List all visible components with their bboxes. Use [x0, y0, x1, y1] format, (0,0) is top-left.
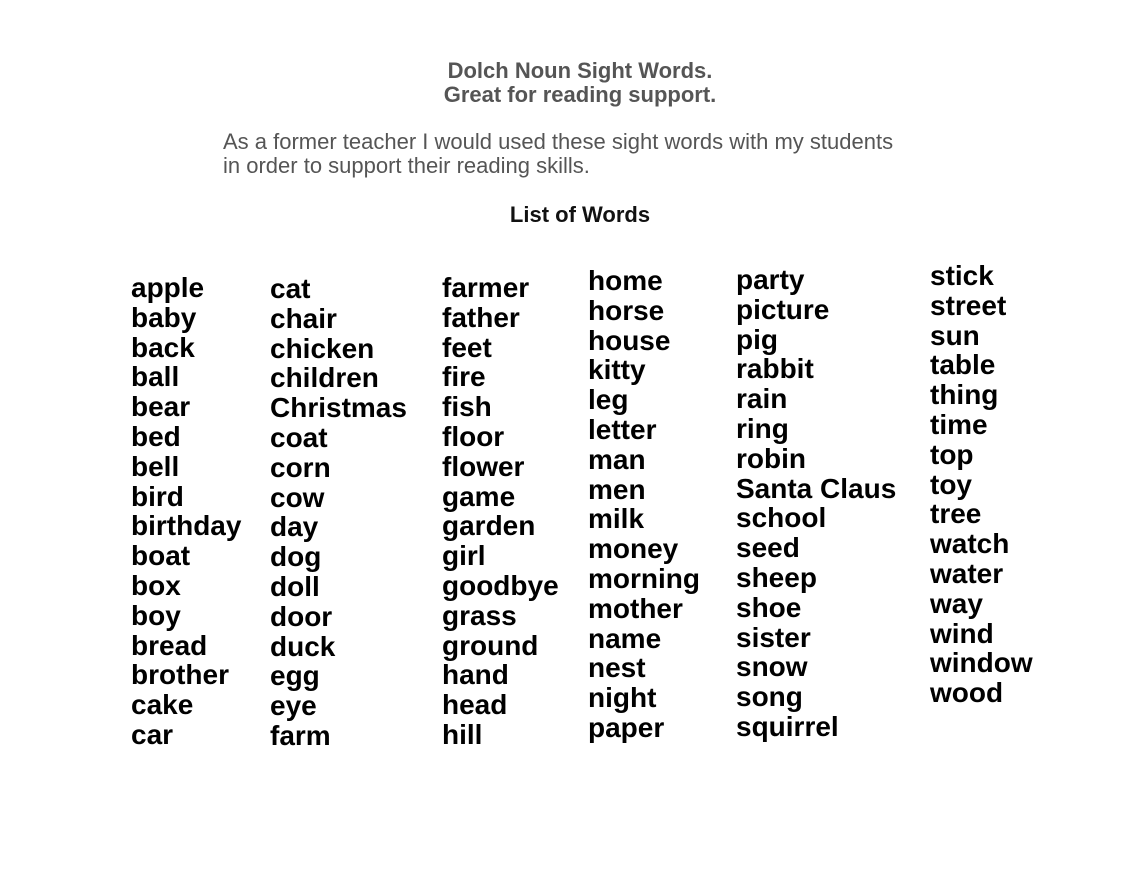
sight-word: pig: [736, 323, 778, 355]
intro-paragraph: [223, 130, 983, 178]
sight-word: house: [588, 324, 671, 356]
list-heading: List of Words: [509, 202, 651, 227]
sight-word: cow: [270, 481, 325, 513]
sight-word: morning: [588, 562, 700, 594]
sight-word: ring: [736, 412, 789, 444]
sight-word: door: [270, 600, 333, 632]
sight-word: top: [930, 438, 974, 470]
sight-word: baby: [131, 301, 197, 333]
sight-word: bird: [131, 480, 184, 512]
sight-word: boat: [131, 540, 191, 572]
sight-word: goodbye: [442, 569, 559, 601]
sight-word: party: [736, 264, 805, 295]
sight-word: seed: [736, 532, 800, 564]
sight-word: girl: [442, 540, 486, 572]
sight-word: game: [442, 480, 516, 512]
sight-word: grass: [442, 599, 517, 631]
sight-word: ground: [442, 629, 539, 661]
sight-word: garden: [442, 510, 536, 542]
sight-word: bread: [131, 629, 208, 661]
sight-word: car: [131, 718, 174, 750]
sight-word: floor: [442, 420, 505, 452]
sight-word: leg: [588, 384, 629, 416]
sight-word: home: [588, 265, 663, 296]
intro-line: As a former teacher I would used these sight words with my students: [223, 129, 894, 154]
intro-line: in order to support their reading skills.: [223, 153, 590, 178]
sight-word: fish: [442, 391, 492, 423]
sight-word: toy: [930, 468, 972, 500]
sight-word: money: [588, 533, 679, 565]
sight-word: cake: [131, 689, 194, 721]
sight-word: shoe: [736, 591, 802, 623]
sight-word: sister: [736, 621, 811, 653]
sight-word: watch: [930, 528, 1010, 560]
sight-word: brother: [131, 659, 229, 691]
sight-word: nest: [588, 652, 646, 684]
sight-word: paper: [588, 711, 665, 743]
sight-word: coat: [270, 421, 328, 453]
word-column-5: [736, 265, 896, 742]
sight-word: thing: [930, 379, 999, 411]
sight-word: boy: [131, 599, 181, 631]
sight-word: apple: [131, 272, 205, 303]
sight-word: time: [930, 408, 988, 440]
sight-word: chair: [270, 302, 337, 334]
sight-word: table: [930, 349, 996, 381]
sight-word: dog: [270, 541, 322, 573]
sight-word: night: [588, 682, 657, 714]
sight-word: eye: [270, 690, 317, 722]
sight-word: milk: [588, 503, 645, 535]
sight-word: box: [131, 569, 181, 601]
sight-word: sheep: [736, 561, 817, 593]
sight-word: men: [588, 473, 646, 505]
page-title: Dolch Noun Sight Words.: [447, 58, 713, 83]
sight-word: robin: [736, 442, 806, 474]
sight-word: wood: [930, 677, 1004, 709]
sight-word: fire: [442, 361, 486, 393]
page-subtitle: Great for reading support.: [443, 82, 717, 107]
sight-word: kitty: [588, 354, 646, 386]
sight-word: chicken: [270, 332, 375, 364]
sight-word: father: [442, 301, 520, 333]
sight-word: song: [736, 681, 803, 713]
sight-word: snow: [736, 651, 808, 683]
sight-word: water: [930, 557, 1004, 589]
sight-word: duck: [270, 630, 336, 662]
sight-word: egg: [270, 660, 320, 692]
sight-word: street: [930, 289, 1007, 321]
sight-word: day: [270, 511, 319, 543]
word-column-3: [442, 273, 559, 750]
sight-word: Santa Claus: [736, 472, 897, 504]
sight-word: stick: [930, 260, 994, 291]
sight-word: feet: [442, 331, 492, 363]
sight-word: head: [442, 689, 508, 721]
sight-word: rabbit: [736, 353, 814, 385]
sight-word: ball: [131, 361, 180, 393]
sight-word: wind: [930, 617, 994, 649]
sight-word: name: [588, 622, 662, 654]
sight-word: corn: [270, 451, 331, 483]
sight-word: farm: [270, 719, 331, 751]
sight-word: squirrel: [736, 710, 839, 742]
sight-word: Christmas: [270, 392, 407, 424]
sight-word: hill: [442, 718, 483, 750]
sight-word: picture: [736, 293, 830, 325]
word-column-4: [588, 266, 700, 743]
sight-word: bed: [131, 420, 181, 452]
sight-word: hand: [442, 659, 509, 691]
sight-word: school: [736, 502, 827, 534]
sight-word: children: [270, 362, 379, 394]
sight-word: mother: [588, 592, 683, 624]
sight-word: birthday: [131, 510, 242, 542]
word-column-2: [270, 274, 407, 751]
sight-word: window: [930, 647, 1033, 679]
sight-word: man: [588, 443, 646, 475]
word-column-6: [930, 261, 1033, 708]
sight-word: tree: [930, 498, 982, 530]
sight-word: horse: [588, 294, 665, 326]
sight-word: doll: [270, 570, 320, 602]
sight-word: bell: [131, 450, 180, 482]
sight-word: way: [930, 587, 983, 619]
sight-word: back: [131, 331, 195, 363]
sight-word: farmer: [442, 272, 530, 303]
sight-word: flower: [442, 450, 525, 482]
sight-word: bear: [131, 391, 191, 423]
sight-word: rain: [736, 383, 788, 415]
sight-word: cat: [270, 273, 311, 304]
sight-word: letter: [588, 413, 657, 445]
word-column-1: [131, 273, 241, 750]
sight-word: sun: [930, 319, 980, 351]
